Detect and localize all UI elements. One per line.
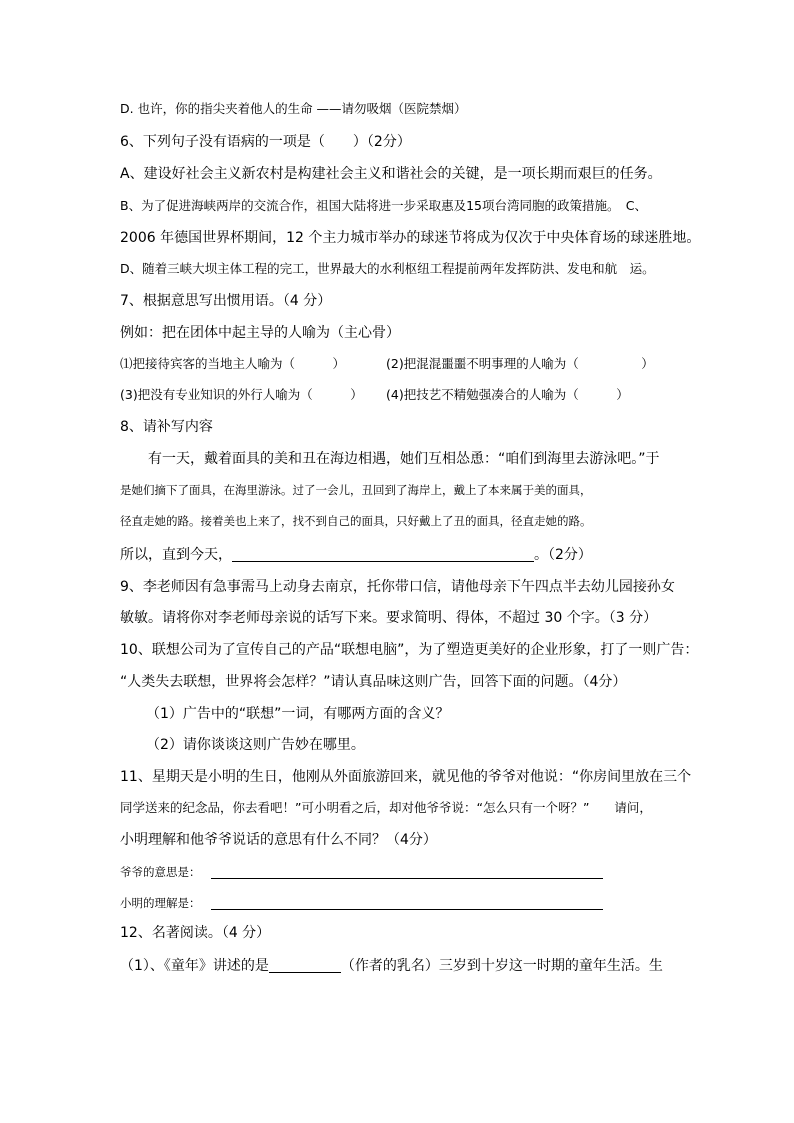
question-12-item-1-prefix: （1）、《童年》讲述的是: [120, 958, 269, 974]
question-11-grandpa-row: [120, 866, 603, 879]
question-11-xiaoming-blank[interactable]: [211, 897, 603, 910]
question-11-line-2: 同学送来的纪念品，你去看吧！”可小明看之后，却对他爷爷说：“怎么只有一个呀？” 请问，: [120, 800, 652, 815]
question-6-option-b: B、为了促进海峡两岸的交流合作，祖国大陆将进一步采取惠及15项台湾同胞的政策措施。 C、: [120, 198, 647, 213]
question-9-line-1: 9、李老师因有急事需马上动身去南京，托你带口信，请他母亲下午四点半去幼儿园接孙女: [120, 579, 675, 595]
question-10-line-1: 10、联想公司为了宣传自己的产品“联想电脑”，为了塑造更美好的企业形象，打了一则广告：: [120, 642, 699, 658]
question-11-xiaoming-row: [120, 897, 603, 910]
question-9-line-2: 敏敏。请将你对李老师母亲说的话写下来。要求简明、得体，不超过 30 个字。（3 分）: [120, 610, 658, 626]
question-10-sub-2: （2）请你谈谈这则广告妙在哪里。: [146, 737, 365, 753]
question-7-item-1: ⑴把接待宾客的当地主人喻为（ ）: [120, 356, 346, 371]
question-11-grandpa-blank[interactable]: [211, 866, 603, 879]
question-11-line-3: 小明理解和他爷爷说话的意思有什么不同？（4分）: [120, 832, 437, 848]
question-7-item-3: (3)把没有专业知识的外行人喻为（ ）: [120, 387, 363, 402]
question-11-grandpa-label: 爷爷的意思是：: [120, 865, 201, 879]
question-7-title: 7、根据意思写出惯用语。（4 分）: [120, 293, 332, 309]
question-10-line-2: “人类失去联想，世界将会怎样？”请认真品味这则广告，回答下面的问题。（4分）: [120, 674, 627, 690]
question-12-title: 12、名著阅读。（4 分）: [120, 925, 271, 941]
question-8-blank[interactable]: [232, 547, 534, 562]
question-7-item-2: (2)把混混噩噩不明事理的人喻为（ ）: [386, 356, 654, 371]
question-12-blank[interactable]: [269, 958, 341, 973]
question-6-option-c: 2006 年德国世界杯期间，12 个主力城市举办的球迷节将成为仅次于中央体育场的球迷胜地。: [120, 230, 701, 246]
question-6-option-a: A、建设好社会主义新农村是构建社会主义和谐社会的关键，是一项长期而艰巨的任务。: [120, 166, 662, 182]
question-11-line-1: 11、星期天是小明的生日，他刚从外面旅游回来，就见他的爷爷对他说：“你房间里放在三个: [120, 769, 692, 785]
question-8-answer-line: [120, 547, 592, 562]
question-8-story-line-2: 是她们摘下了面具，在海里游泳。过了一会儿，丑回到了海岸上，戴上了本来属于美的面具，: [120, 483, 592, 497]
question-10-sub-1: （1）广告中的“联想”一词，有哪两方面的含义？: [146, 706, 450, 722]
question-6-option-d: D、随着三峡大坝主体工程的完工，世界最大的水利枢纽工程提前两年发挥防洪、发电和航 运。: [120, 261, 655, 276]
question-12-item-1: [120, 958, 663, 973]
question-8-title: 8、请补写内容: [120, 419, 213, 435]
question-8-points: 。（2分）: [534, 547, 592, 563]
question-11-xiaoming-label: 小明的理解是：: [120, 896, 201, 910]
question-8-story-line-3: 径直走她的路。接着美也上来了，找不到自己的面具，只好戴上了丑的面具，径直走她的路。: [120, 514, 592, 528]
question-8-prompt: 所以，直到今天，: [120, 547, 232, 563]
question-12-item-1-suffix: （作者的乳名）三岁到十岁这一时期的童年生活。生: [340, 958, 663, 974]
question-7-example: 例如：把在团体中起主导的人喻为（主心骨）: [120, 325, 400, 341]
question-6-title: 6、下列句子没有语病的一项是（ ）（2分）: [120, 134, 411, 150]
question-7-item-4: (4)把技艺不精勉强凑合的人喻为（ ）: [386, 387, 629, 402]
question-8-story-line-1: 有一天，戴着面具的美和丑在海边相遇，她们互相怂恿：“咱们到海里去游泳吧。”于: [148, 451, 660, 467]
option-d-text: D. 也许，你的指尖夹着他人的生命 ——请勿吸烟（医院禁烟）: [120, 101, 467, 116]
